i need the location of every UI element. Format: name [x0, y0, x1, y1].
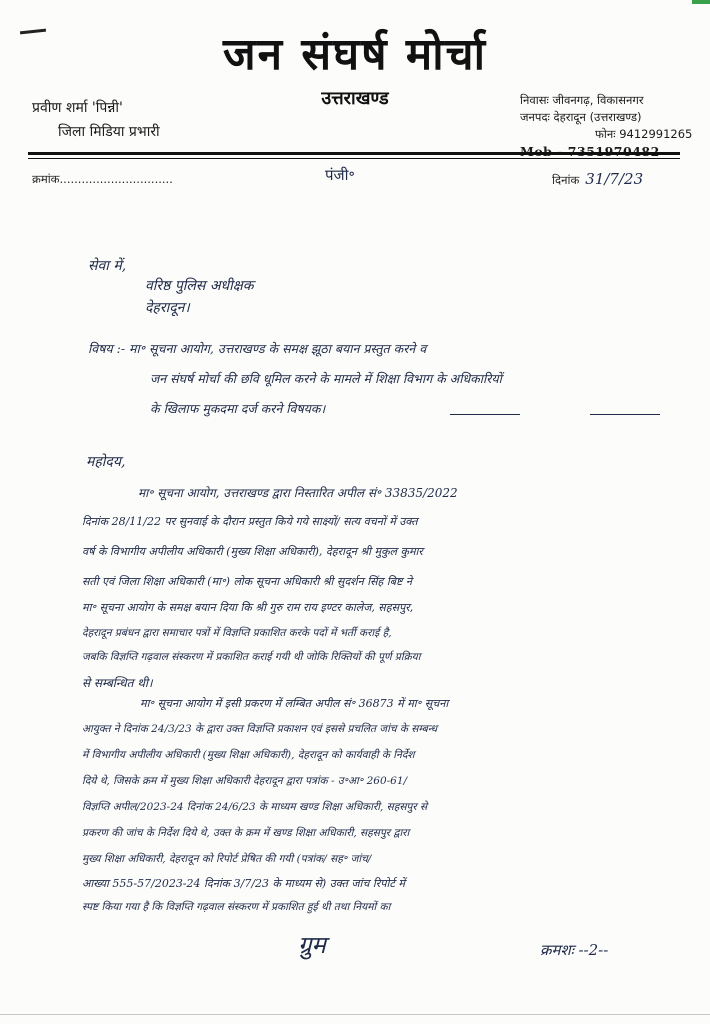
- continuation-note: क्रमशः --2--: [540, 941, 609, 959]
- address-line-1: निवासः जीवनगढ़, विकासनगर: [520, 93, 644, 107]
- subject-line-1: विषय :- मा॰ सूचना आयोग, उत्तराखण्ड के समक्ष झूठा बयान प्रस्तुत करने व: [88, 341, 427, 356]
- serial-number-label: क्रमांक...............................: [32, 172, 173, 186]
- corner-mark: [692, 0, 710, 4]
- salutation-to: सेवा में,: [88, 258, 127, 274]
- register-label: पंजी॰: [325, 166, 355, 184]
- body-line: से सम्बन्धित थी।: [82, 676, 153, 690]
- body-line: जबकि विज्ञप्ति गढ़वाल संस्करण में प्रकाशित कराई गयी थी जोकि रिक्तियों की पूर्ण प्रक्रिया: [82, 651, 421, 663]
- scan-edge: [0, 1014, 710, 1015]
- body-line: विज्ञप्ति अपील/2023-24 दिनांक 24/6/23 के माध्यम खण्ड शिक्षा अधिकारी, सहसपुर से: [82, 801, 428, 813]
- signature: ग्रुम: [298, 931, 326, 959]
- body-line: मा॰ सूचना आयोग में इसी प्रकरण में लम्बित अपील सं॰ 36873 में मा॰ सूचना: [140, 697, 449, 710]
- organization-title: जन संघर्ष मोर्चा: [223, 29, 487, 80]
- body-line: वर्ष के विभागीय अपीलीय अधिकारी (मुख्य शिक्षा अधिकारी), देहरादून श्री मुकुल कुमार: [82, 545, 423, 558]
- date-field: [552, 170, 643, 188]
- subject-underline: [450, 414, 520, 415]
- header-rule: [28, 152, 680, 155]
- body-line: मा॰ सूचना आयोग, उत्तराखण्ड द्वारा निस्तारित अपील सं॰ 33835/2022: [138, 486, 458, 500]
- body-line: प्रकरण की जांच के निर्देश दिये थे, उक्त के क्रम में खण्ड शिक्षा अधिकारी, सहसपुर द्वारा: [82, 827, 410, 839]
- date-value: 31/7/23: [585, 170, 644, 188]
- body-line: मुख्य शिक्षा अधिकारी, देहरादून को रिपोर्ट प्रेषित की गयी (पत्रांक/ सह॰ जांच/: [82, 853, 372, 865]
- phone-number: फोनः 9412991265: [595, 127, 693, 141]
- body-line: देहरादून प्रबंधन द्वारा समाचार पत्रों में विज्ञप्ति प्रकाशित करके पदों में भर्ती कराई है,: [82, 627, 392, 639]
- body-line: सती एवं जिला शिक्षा अधिकारी (मा॰) लोक सूचना अधिकारी श्री सुदर्शन सिंह बिष्ट ने: [82, 575, 413, 588]
- address-block: [520, 92, 692, 160]
- greeting: महोदय,: [86, 454, 126, 470]
- sender-block: [32, 96, 160, 144]
- subject-line-2: जन संघर्ष मोर्चा की छवि धूमिल करने के मामले में शिक्षा विभाग के अधिकारियों: [150, 371, 502, 386]
- header-rule-thin: [28, 158, 680, 159]
- organization-state: उत्तराखण्ड: [321, 88, 389, 109]
- sender-role: जिला मिडिया प्रभारी: [58, 124, 160, 140]
- body-line: दिनांक 28/11/22 पर सुनवाई के दौरान प्रस्तुत किये गये साक्ष्यों/ सत्य वचनों में उक्त: [82, 515, 418, 528]
- body-line: स्पष्ट किया गया है कि विज्ञप्ति गढ़वाल संस्करण में प्रकाशित हुई थी तथा नियमों का: [82, 901, 391, 913]
- body-line: दिये थे, जिसके क्रम में मुख्य शिक्षा अधिकारी देहरादून द्वारा पत्रांक - उ॰आ॰ 260-61/: [82, 775, 408, 787]
- recipient-title: वरिष्ठ पुलिस अधीक्षक: [145, 278, 254, 294]
- address-line-2: जनपदः देहरादून (उत्तराखण्ड): [520, 110, 642, 124]
- body-line: मा॰ सूचना आयोग के समक्ष बयान दिया कि श्री गुरु राम राय इण्टर कालेज, सहसपुर,: [82, 601, 414, 614]
- body-line: आयुक्त ने दिनांक 24/3/23 के द्वारा उक्त विज्ञप्ति प्रकाशन एवं इससे प्रचलित जांच के सम्बन्ध: [82, 723, 438, 735]
- subject-underline-end: [590, 414, 660, 415]
- body-line: आख्या 555-57/2023-24 दिनांक 3/7/23 के माध्यम से) उक्त जांच रिपोर्ट में: [82, 877, 405, 890]
- sender-name: प्रवीण शर्मा 'पिन्नी': [32, 100, 123, 116]
- recipient-city: देहरादून।: [145, 300, 190, 316]
- subject-line-3: के खिलाफ मुकदमा दर्ज करने विषयक।: [150, 401, 326, 416]
- date-label: दिनांक: [552, 173, 580, 187]
- body-line: में विभागीय अपीलीय अधिकारी (मुख्य शिक्षा अधिकारी), देहरादून को कार्यवाही के निर्देश: [82, 749, 415, 761]
